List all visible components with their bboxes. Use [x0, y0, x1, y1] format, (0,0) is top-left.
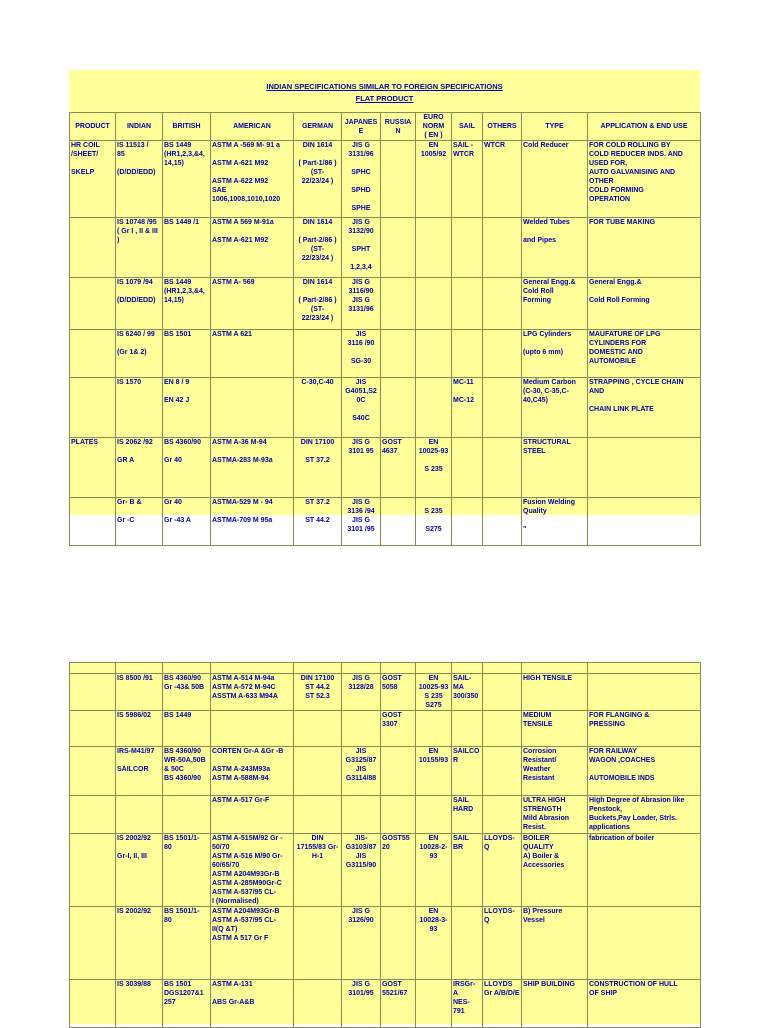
table-cell: ASTM A -569 M- 91 a ASTM A-621 M92 ASTM A-622 M92 SAE 1006,1008,1010,1020: [211, 141, 294, 218]
column-header: TYPE: [522, 113, 588, 141]
table-cell: [416, 278, 452, 330]
table-cell: [381, 907, 416, 980]
table-cell: SAIL- MA 300/350: [452, 674, 483, 711]
table-row: [70, 747, 701, 796]
table-row: [70, 330, 701, 378]
table-cell: [294, 711, 342, 747]
table-cell: Medium Carbon (C-30, C-35,C- 40,C45): [522, 378, 588, 438]
table-cell: [483, 278, 522, 330]
table-cell: CORTEN Gr-A &Gr -B ASTM A-243M93a ASTM A-588M-94: [211, 747, 294, 796]
table-cell: [588, 498, 701, 546]
table-cell: GOST 5521/67: [381, 980, 416, 1028]
table-cell: [483, 330, 522, 378]
table-cell: BS 1501/1- 80: [163, 907, 211, 980]
table-cell: [416, 378, 452, 438]
table-cell: [483, 378, 522, 438]
empty-cell: [522, 663, 588, 674]
table-cell: [381, 378, 416, 438]
table-cell: IRSGr- A NES- 791: [452, 980, 483, 1028]
table-cell: [163, 796, 211, 834]
table-cell: High Degree of Abrasion like Penstock, Buckets,Pay Loader, Strls. applications: [588, 796, 701, 834]
table-cell: JIS G 3116/90 JIS G 3131/96: [342, 278, 381, 330]
empty-cell: [483, 663, 522, 674]
table-cell: MC-11 MC-12: [452, 378, 483, 438]
table-cell: ASTM A-131 ABS Gr-A&B: [211, 980, 294, 1028]
table-cell: ASTMA-529 M - 94 ASTMA-709 M 95a: [211, 498, 294, 546]
table-cell: [483, 674, 522, 711]
table-cell: IS 2002/92: [116, 907, 163, 980]
table-cell: DIN 1614 ( Part-2/86 ) (ST- 22/23/24 ): [294, 218, 342, 278]
spec-table-part-1: [69, 112, 701, 546]
table-cell: [483, 796, 522, 834]
table-cell: SHIP BUILDING: [522, 980, 588, 1028]
column-header: JAPANES E: [342, 113, 381, 141]
spreadsheet-page-2: [69, 662, 700, 1024]
table-cell: DIN 17155/83 Gr- H-1: [294, 834, 342, 907]
table-cell: SAIL BR: [452, 834, 483, 907]
table-cell: BS 1449 (HR1,2,3,&4, 14,15): [163, 278, 211, 330]
header-row: [70, 113, 701, 141]
table-cell: EN 10028-3- 93: [416, 907, 452, 980]
table-row: [70, 278, 701, 330]
empty-cell: [116, 663, 163, 674]
table-cell: [342, 711, 381, 747]
table-cell: [70, 834, 116, 907]
table-cell: [416, 711, 452, 747]
table-cell: [294, 747, 342, 796]
table-cell: [416, 218, 452, 278]
table-cell: [381, 330, 416, 378]
table-cell: [70, 907, 116, 980]
table-cell: JIS G3125/87 JIS G3114/88: [342, 747, 381, 796]
column-header: GERMAN: [294, 113, 342, 141]
table-cell: IS 8500 /91: [116, 674, 163, 711]
table-cell: JIS 3116 /90 SG-30: [342, 330, 381, 378]
table-cell: EN 8 / 9 EN 42 J: [163, 378, 211, 438]
table-cell: [211, 378, 294, 438]
table-cell: LLOYDS-Q: [483, 834, 522, 907]
table-cell: ASTM A-515M/92 Gr - 50/70 ASTM A-516 M/90 Gr- 60/65/70 ASTM A204M93Gr-B ASTM A-285M90Gr-C ASTM A-537/95 CL- I (Normalised): [211, 834, 294, 907]
table-cell: EN 10025-93 S 235 S275: [416, 674, 452, 711]
table-cell: [116, 796, 163, 834]
table-cell: LLOYDS Gr A/B/D/E: [483, 980, 522, 1028]
table-cell: Fusion Welding Quality ": [522, 498, 588, 546]
spec-table-part-2: [69, 662, 701, 1028]
table-cell: [416, 980, 452, 1028]
table-cell: [70, 330, 116, 378]
table-cell: FOR FLANGING & PRESSING: [588, 711, 701, 747]
table-cell: [70, 980, 116, 1028]
table-cell: DIN 17100 ST 44.2 ST 52.3: [294, 674, 342, 711]
table-cell: BS 4360/90 WR-50A,50B & 50C BS 4360/90: [163, 747, 211, 796]
table-cell: ASTM A-517 Gr-F: [211, 796, 294, 834]
table-row: [70, 907, 701, 980]
table-cell: CONSTRUCTION OF HULL OF SHIP: [588, 980, 701, 1028]
table-cell: IS 1570: [116, 378, 163, 438]
table-cell: [294, 980, 342, 1028]
table-cell: General Engg.& Cold Roll Forming: [588, 278, 701, 330]
table-cell: IS 11513 / 85 (D/DD/EDD): [116, 141, 163, 218]
column-header: RUSSIA N: [381, 113, 416, 141]
table-cell: FOR RAILWAY WAGON ,COACHES AUTOMOBILE INDS: [588, 747, 701, 796]
table-cell: HR COIL /SHEET/ SKELP: [70, 141, 116, 218]
table-row: [70, 141, 701, 218]
table-cell: [588, 674, 701, 711]
table-cell: IS 2062 /92 GR A: [116, 438, 163, 498]
table-cell: [483, 498, 522, 546]
table-cell: [381, 218, 416, 278]
sheet-title: INDIAN SPECIFICATIONS SIMILAR TO FOREIGN SPECIFICATIONS: [266, 82, 503, 91]
table-row: [70, 438, 701, 498]
empty-cell: [588, 663, 701, 674]
column-header: AMERICAN: [211, 113, 294, 141]
table-cell: IS 6240 / 99 (Gr 1& 2): [116, 330, 163, 378]
table-cell: [452, 711, 483, 747]
table-cell: [70, 796, 116, 834]
table-row: [70, 980, 701, 1028]
table-cell: JIS- G3103/87 JIS G3115/90: [342, 834, 381, 907]
empty-cell: [452, 663, 483, 674]
spacer-row: [70, 663, 701, 674]
table-cell: [294, 796, 342, 834]
table-cell: [294, 330, 342, 378]
table-cell: DIN 17100 ST 37.2: [294, 438, 342, 498]
empty-cell: [211, 663, 294, 674]
table-cell: BS 1449 (HR1,2,3,&4, 14,15): [163, 141, 211, 218]
table-cell: GOST 5058: [381, 674, 416, 711]
table-cell: HIGH TENSILE: [522, 674, 588, 711]
table-cell: DIN 1614 ( Part-1/86 ) (ST- 22/23/24 ): [294, 141, 342, 218]
table-cell: EN 1005/92: [416, 141, 452, 218]
table-cell: Corrosion Resistant/ Weather Resistant: [522, 747, 588, 796]
table-cell: BS 4360/90 Gr 40: [163, 438, 211, 498]
table-cell: ASTM A204M93Gr-B ASTM A-537/95 CL- II(Q &T) ASTM A 517 Gr F: [211, 907, 294, 980]
table-cell: JIS G 3101/95: [342, 980, 381, 1028]
column-header: OTHERS: [483, 113, 522, 141]
empty-cell: [70, 663, 116, 674]
table-cell: BS 1501/1- 80: [163, 834, 211, 907]
table-cell: [483, 747, 522, 796]
table-cell: [70, 674, 116, 711]
table-cell: JIS G 3131/96 SPHC SPHD SPHE: [342, 141, 381, 218]
empty-cell: [381, 663, 416, 674]
empty-cell: [294, 663, 342, 674]
table-cell: [588, 438, 701, 498]
table-row: [70, 834, 701, 907]
table-cell: [70, 711, 116, 747]
table-cell: [211, 711, 294, 747]
table-cell: [70, 498, 116, 546]
table-cell: STRUCTURAL STEEL: [522, 438, 588, 498]
table-cell: BS 1501: [163, 330, 211, 378]
table-cell: [483, 711, 522, 747]
table-row: [70, 711, 701, 747]
table-cell: [452, 907, 483, 980]
table-row: [70, 796, 701, 834]
table-cell: IS 5986/02: [116, 711, 163, 747]
table-cell: C-30,C-40: [294, 378, 342, 438]
empty-cell: [416, 663, 452, 674]
table-cell: JIS G 3126/90: [342, 907, 381, 980]
table-cell: [381, 747, 416, 796]
table-row: [70, 218, 701, 278]
table-cell: FOR COLD ROLLING BY COLD REDUCER INDS. AND USED FOR, AUTO GALVANISING AND OTHER COLD FORMING OPERATION: [588, 141, 701, 218]
table-cell: JIS G 3128/28: [342, 674, 381, 711]
table-cell: IS 3039/88: [116, 980, 163, 1028]
table-cell: GOST 4637: [381, 438, 416, 498]
column-header: INDIAN: [116, 113, 163, 141]
table-cell: ASTM A- 569: [211, 278, 294, 330]
table-cell: [452, 218, 483, 278]
table-cell: ST 37.2 ST 44.2: [294, 498, 342, 546]
table-cell: [452, 278, 483, 330]
table-cell: IRS-M41/97 SAILCOR: [116, 747, 163, 796]
table-cell: [416, 796, 452, 834]
table-cell: EN 10028-2- 93: [416, 834, 452, 907]
table-cell: Gr- B & Gr -C: [116, 498, 163, 546]
table-cell: Cold Reducer: [522, 141, 588, 218]
table-cell: BS 4360/90 Gr -43& 50B: [163, 674, 211, 711]
table-cell: DIN 1614 ( Part-2/86 ) (ST- 22/23/24 ): [294, 278, 342, 330]
table-row: [70, 674, 701, 711]
table-cell: [294, 907, 342, 980]
table-cell: S 235 S275: [416, 498, 452, 546]
table-cell: BS 1449 /1: [163, 218, 211, 278]
table-cell: GOST55 20: [381, 834, 416, 907]
table-cell: [483, 438, 522, 498]
table-cell: [416, 330, 452, 378]
table-cell: EN 10025-93 S 235: [416, 438, 452, 498]
table-cell: BS 1449: [163, 711, 211, 747]
table-cell: BOILER QUALITY A) Boiler & Accessories: [522, 834, 588, 907]
table-cell: IS 2002/92 Gr-I, II, III: [116, 834, 163, 907]
table-cell: ASTM A 621: [211, 330, 294, 378]
table-cell: LPG Cylinders (upto 6 mm): [522, 330, 588, 378]
table-cell: SAIL - WTCR: [452, 141, 483, 218]
table-cell: [342, 796, 381, 834]
table-cell: JIS G 3132/90 SPHT 1,2,3,4: [342, 218, 381, 278]
table-cell: [381, 278, 416, 330]
spreadsheet-page-1: [69, 70, 700, 533]
table-cell: STRAPPING , CYCLE CHAIN AND CHAIN LINK PLATE: [588, 378, 701, 438]
table-cell: IS 1079 /94 (D/DD/EDD): [116, 278, 163, 330]
column-header: SAIL: [452, 113, 483, 141]
table-cell: [70, 278, 116, 330]
table-cell: [70, 218, 116, 278]
table-cell: [452, 438, 483, 498]
table-cell: EN 10155/93: [416, 747, 452, 796]
table-cell: SAIL HARD: [452, 796, 483, 834]
table-cell: ASTM A-36 M-94 ASTMA-283 M-93a: [211, 438, 294, 498]
table-cell: [70, 747, 116, 796]
table-cell: ASTM A-514 M-94a ASTM A-572 M-94C ASSTM A-633 M94A: [211, 674, 294, 711]
table-row: [70, 498, 701, 546]
table-cell: General Engg.& Cold Roll Forming: [522, 278, 588, 330]
table-cell: BS 1501 DGS1207&1 257: [163, 980, 211, 1028]
table-cell: [452, 498, 483, 546]
table-cell: [381, 796, 416, 834]
table-cell: Welded Tubes and Pipes: [522, 218, 588, 278]
empty-cell: [342, 663, 381, 674]
table-cell: MEDIUM TENSILE: [522, 711, 588, 747]
table-cell: fabrication of boiler: [588, 834, 701, 907]
table-cell: B) Pressure Vessel: [522, 907, 588, 980]
table-cell: Gr 40 Gr -43 A: [163, 498, 211, 546]
table-cell: JIS G 3136 /94 JIS G 3101 /95: [342, 498, 381, 546]
column-header: BRITISH: [163, 113, 211, 141]
table-cell: FOR TUBE MAKING: [588, 218, 701, 278]
table-cell: SAILCO R: [452, 747, 483, 796]
table-cell: JIS G4051,S2 0C S40C: [342, 378, 381, 438]
table-cell: WTCR: [483, 141, 522, 218]
table-cell: [381, 498, 416, 546]
table-cell: [588, 907, 701, 980]
table-cell: [381, 141, 416, 218]
sheet-subtitle: FLAT PRODUCT: [355, 94, 414, 103]
empty-cell: [163, 663, 211, 674]
column-header: APPLICATION & END USE: [588, 113, 701, 141]
table-row: [70, 378, 701, 438]
table-cell: IS 10748 /95 ( Gr I , II & III ): [116, 218, 163, 278]
table-cell: ULTRA HIGH STRENGTH Mild Abrasion Resist.: [522, 796, 588, 834]
table-cell: [452, 330, 483, 378]
table-cell: MAUFATURE OF LPG CYLINDERS FOR DOMESTIC AND AUTOMOBILE: [588, 330, 701, 378]
table-cell: LLOYDS-Q: [483, 907, 522, 980]
table-cell: [483, 218, 522, 278]
table-cell: [70, 378, 116, 438]
table-cell: PLATES: [70, 438, 116, 498]
column-header: EURO NORM ( EN ): [416, 113, 452, 141]
table-cell: GOST 3307: [381, 711, 416, 747]
column-header: PRODUCT: [70, 113, 116, 141]
table-cell: JIS G 3101 95: [342, 438, 381, 498]
table-cell: ASTM A 569 M-91a ASTM A-621 M92: [211, 218, 294, 278]
